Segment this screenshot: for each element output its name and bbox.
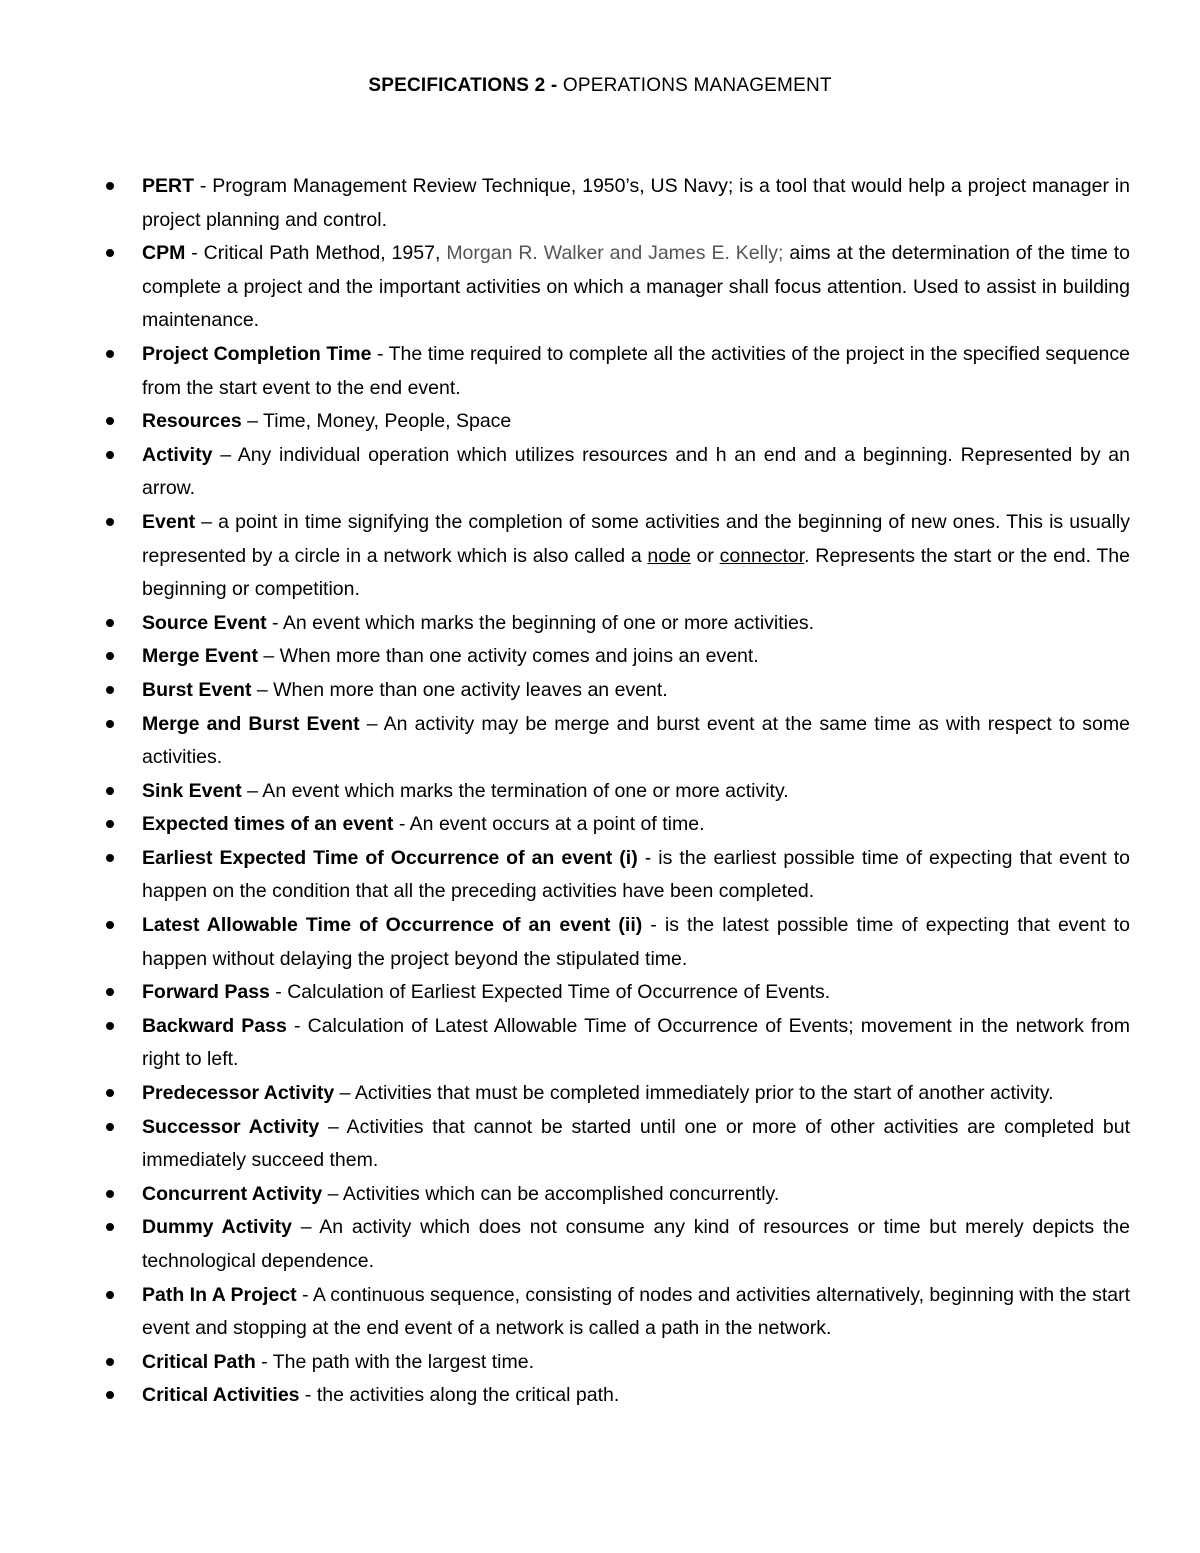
definition: – Activities that cannot be started until one or more of other activities are completed but immediately succeed them. (142, 1115, 1130, 1172)
term: Earliest Expected Time of Occurrence of an event (i) (142, 846, 638, 869)
bullet-icon (106, 518, 114, 526)
term: Critical Activities (142, 1384, 300, 1407)
bullet-icon (106, 686, 114, 694)
definition: - The path with the largest time. (255, 1350, 534, 1373)
inventor-names: Morgan R. Walker and James E. Kelly; (446, 242, 784, 265)
bullet-icon (106, 417, 114, 425)
bullet-icon (106, 1223, 114, 1231)
bullet-icon (106, 249, 114, 257)
definition: - is the latest possible time of expecting that event to happen without delaying the project beyond the stipulated time. (142, 914, 1130, 970)
bullet-icon (106, 820, 114, 828)
term: Resources (142, 410, 242, 433)
term: Dummy Activity (142, 1216, 292, 1239)
definition-cont: . Represents the start or the end. The beginning or competition. (142, 544, 1130, 601)
list-item-merge-event (0, 640, 1200, 674)
bullet-icon (106, 619, 114, 627)
bullet-icon (106, 720, 114, 728)
bullet-icon (106, 652, 114, 660)
definition: - An event occurs at a point of time. (393, 813, 705, 836)
definition: – Any individual operation which utilizes resources and h an end and a beginning. Represented by an arrow. (142, 443, 1130, 500)
bullet-icon (106, 451, 114, 459)
definition: - Critical Path Method, 1957, (185, 242, 447, 265)
list-item-resources (0, 405, 1200, 439)
term: CPM (142, 242, 186, 265)
definition: – Activities which can be accomplished concurrently. (322, 1182, 780, 1205)
list-item-successor-activity (0, 1111, 1200, 1178)
term: Latest Allowable Time of Occurrence of an event (ii) (142, 914, 643, 937)
term: Forward Pass (142, 981, 270, 1004)
term: Critical Path (142, 1350, 256, 1373)
bullet-icon (106, 1089, 114, 1097)
bullet-icon (106, 350, 114, 358)
definition: - is the earliest possible time of expecting that event to happen on the condition that all the preceding activities have been completed. (142, 846, 1130, 903)
term: Project Completion Time (142, 342, 372, 365)
definition: - Program Management Review Technique, 1950’s, US Navy; is a tool that would help a project manager in project planning and control. (142, 175, 1130, 231)
definition: - An event which marks the beginning of one or more activities. (266, 611, 815, 634)
bullet-icon (106, 1022, 114, 1030)
list-item-dummy-activity (0, 1211, 1200, 1278)
list-item-path-in-a-project (0, 1279, 1200, 1346)
list-item-activity (0, 439, 1200, 506)
definition: – An activity which does not consume any kind of resources or time but merely depicts the technological dependence. (142, 1216, 1130, 1272)
term: Source Event (142, 611, 267, 634)
term: PERT (142, 175, 195, 197)
title-bold-part: SPECIFICATIONS 2 - (368, 75, 558, 96)
bullet-icon (106, 787, 114, 795)
list-item-earliest-expected-time (0, 842, 1200, 909)
list-item-burst-event (0, 674, 1200, 708)
bullet-icon (106, 854, 114, 862)
bullet-icon (106, 1123, 114, 1131)
definition-mid: or (690, 544, 720, 567)
underlined-connector: connector (719, 544, 805, 567)
definition: – When more than one activity comes and joins an event. (257, 645, 759, 668)
list-item-expected-times (0, 808, 1200, 842)
list-item-critical-activities (0, 1379, 1200, 1413)
definition: – a point in time signifying the completion of some activities and the beginning of new ones. This is usually represented by a circle in a network which is also called a (142, 510, 1130, 567)
underlined-node: node (647, 544, 691, 567)
definition: - A continuous sequence, consisting of nodes and activities alternatively, beginning with the start event and stopping at the end event of a network is called a path in the network. (142, 1283, 1130, 1340)
definition: - The time required to complete all the activities of the project in the specified sequence from the start event to the end event. (142, 342, 1130, 399)
list-item-backward-pass (0, 1010, 1200, 1077)
list-item-concurrent-activity (0, 1178, 1200, 1212)
list-item-forward-pass (0, 976, 1200, 1010)
bullet-icon (106, 1291, 114, 1299)
bullet-icon (106, 921, 114, 929)
term: Burst Event (142, 678, 252, 701)
list-item-source-event (0, 607, 1200, 641)
definition: – An event which marks the termination of one or more activity. (241, 779, 789, 802)
definition: – When more than one activity leaves an event. (251, 678, 668, 701)
term: Successor Activity (142, 1115, 320, 1138)
list-item-pert (0, 170, 1200, 237)
definition-cont: aims at the determination of the time to complete a project and the important activities on which a manager shall focus attention. Used to assist in building maintenance. (142, 242, 1130, 332)
list-item-cpm (0, 237, 1200, 338)
definition: - Calculation of Earliest Expected Time of Occurrence of Events. (269, 981, 831, 1004)
list-item-merge-and-burst-event (0, 708, 1200, 775)
term: Backward Pass (142, 1014, 287, 1037)
term: Expected times of an event (142, 813, 394, 836)
document-title (0, 73, 1200, 99)
list-item-predecessor-activity (0, 1077, 1200, 1111)
term: Concurrent Activity (142, 1182, 323, 1205)
term: Predecessor Activity (142, 1082, 335, 1105)
list-item-latest-allowable-time (0, 909, 1200, 976)
definitions-list (0, 170, 1200, 1413)
definition: – Activities that must be completed immediately prior to the start of another activity. (334, 1082, 1054, 1105)
term: Path In A Project (142, 1283, 297, 1306)
definition: – Time, Money, People, Space (241, 410, 512, 433)
list-item-project-completion-time (0, 338, 1200, 405)
definition: - Calculation of Latest Allowable Time of Occurrence of Events; movement in the network from right to left. (142, 1014, 1131, 1071)
bullet-icon (106, 1190, 114, 1198)
term: Merge Event (142, 645, 258, 668)
bullet-icon (106, 182, 114, 190)
bullet-icon (106, 988, 114, 996)
list-item-sink-event (0, 775, 1200, 809)
term: Merge and Burst Event (142, 712, 360, 735)
term: Activity (142, 443, 213, 466)
bullet-icon (106, 1391, 114, 1399)
term: Sink Event (142, 779, 242, 802)
title-rest-part: OPERATIONS MANAGEMENT (557, 75, 832, 96)
list-item-critical-path (0, 1346, 1200, 1380)
list-item-event (0, 506, 1200, 607)
term: Event (142, 510, 196, 533)
bullet-icon (106, 1358, 114, 1366)
definition: – An activity may be merge and burst event at the same time as with respect to some activities. (142, 712, 1130, 769)
definition: - the activities along the critical path. (299, 1384, 620, 1407)
